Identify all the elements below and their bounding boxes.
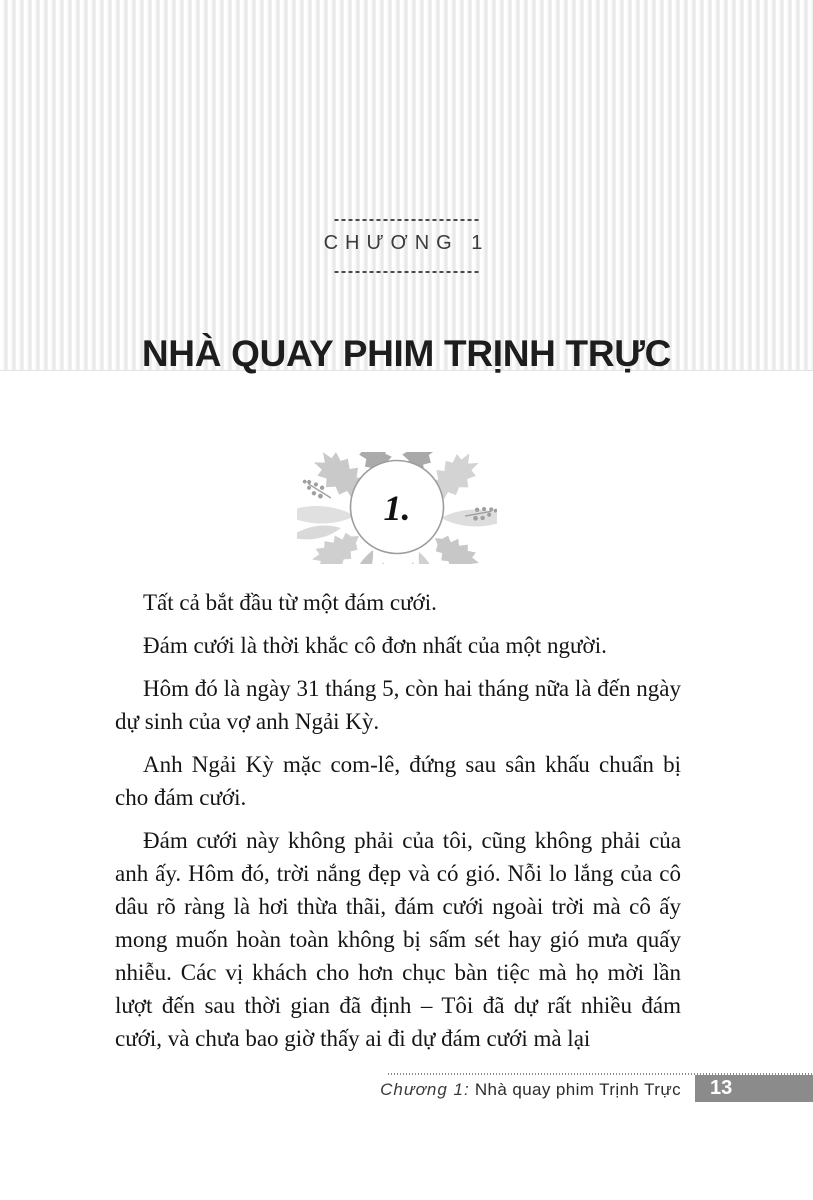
page-number: 13	[710, 1077, 733, 1099]
chapter-header-stripes	[0, 0, 813, 371]
section-number: 1.	[383, 488, 411, 528]
chapter-label: CHƯƠNG 1	[323, 232, 490, 254]
paragraph: Hôm đó là ngày 31 tháng 5, còn hai tháng nữa là đến ngày dự sinh của vợ anh Ngải Kỳ.	[115, 676, 681, 734]
chapter-dash-top	[334, 219, 479, 221]
footer-chapter-title: Nhà quay phim Trịnh Trực	[474, 1080, 681, 1099]
chapter-title: NHÀ QUAY PHIM TRỊNH TRỰC	[141, 332, 672, 374]
paragraph: Tất cả bắt đầu từ một đám cưới.	[143, 590, 437, 615]
page-number-box	[695, 1075, 813, 1102]
chapter-dash-bottom	[334, 271, 479, 273]
footer-chapter-label: Chương 1:	[380, 1080, 470, 1099]
paragraph: Anh Ngải Kỳ mặc com-lê, đứng sau sân khấu chuẩn bị cho đám cưới.	[115, 752, 681, 810]
paragraph: Đám cưới là thời khắc cô đơn nhất của một người.	[143, 633, 607, 658]
section-ornament	[297, 452, 497, 564]
footer-running-title	[380, 1080, 681, 1100]
body-text	[115, 586, 681, 1065]
paragraph: Đám cưới này không phải của tôi, cũng không phải của anh ấy. Hôm đó, trời nắng đẹp và có gió. Nỗi lo lắng của cô dâu rõ ràng là hơi thừa thãi, đám cưới ngoài trời mà cô ấy mong muốn hoàn toàn không bị sấm sét hay gió mưa quấy nhiễu. Các vị khách cho hơn chục bàn tiệc mà họ mời lần lượt đến sau thời gian đã định – Tôi đã dự rất nhiều đám cưới, và chưa bao giờ thấy ai đi dự đám cưới mà lại	[115, 828, 681, 1051]
